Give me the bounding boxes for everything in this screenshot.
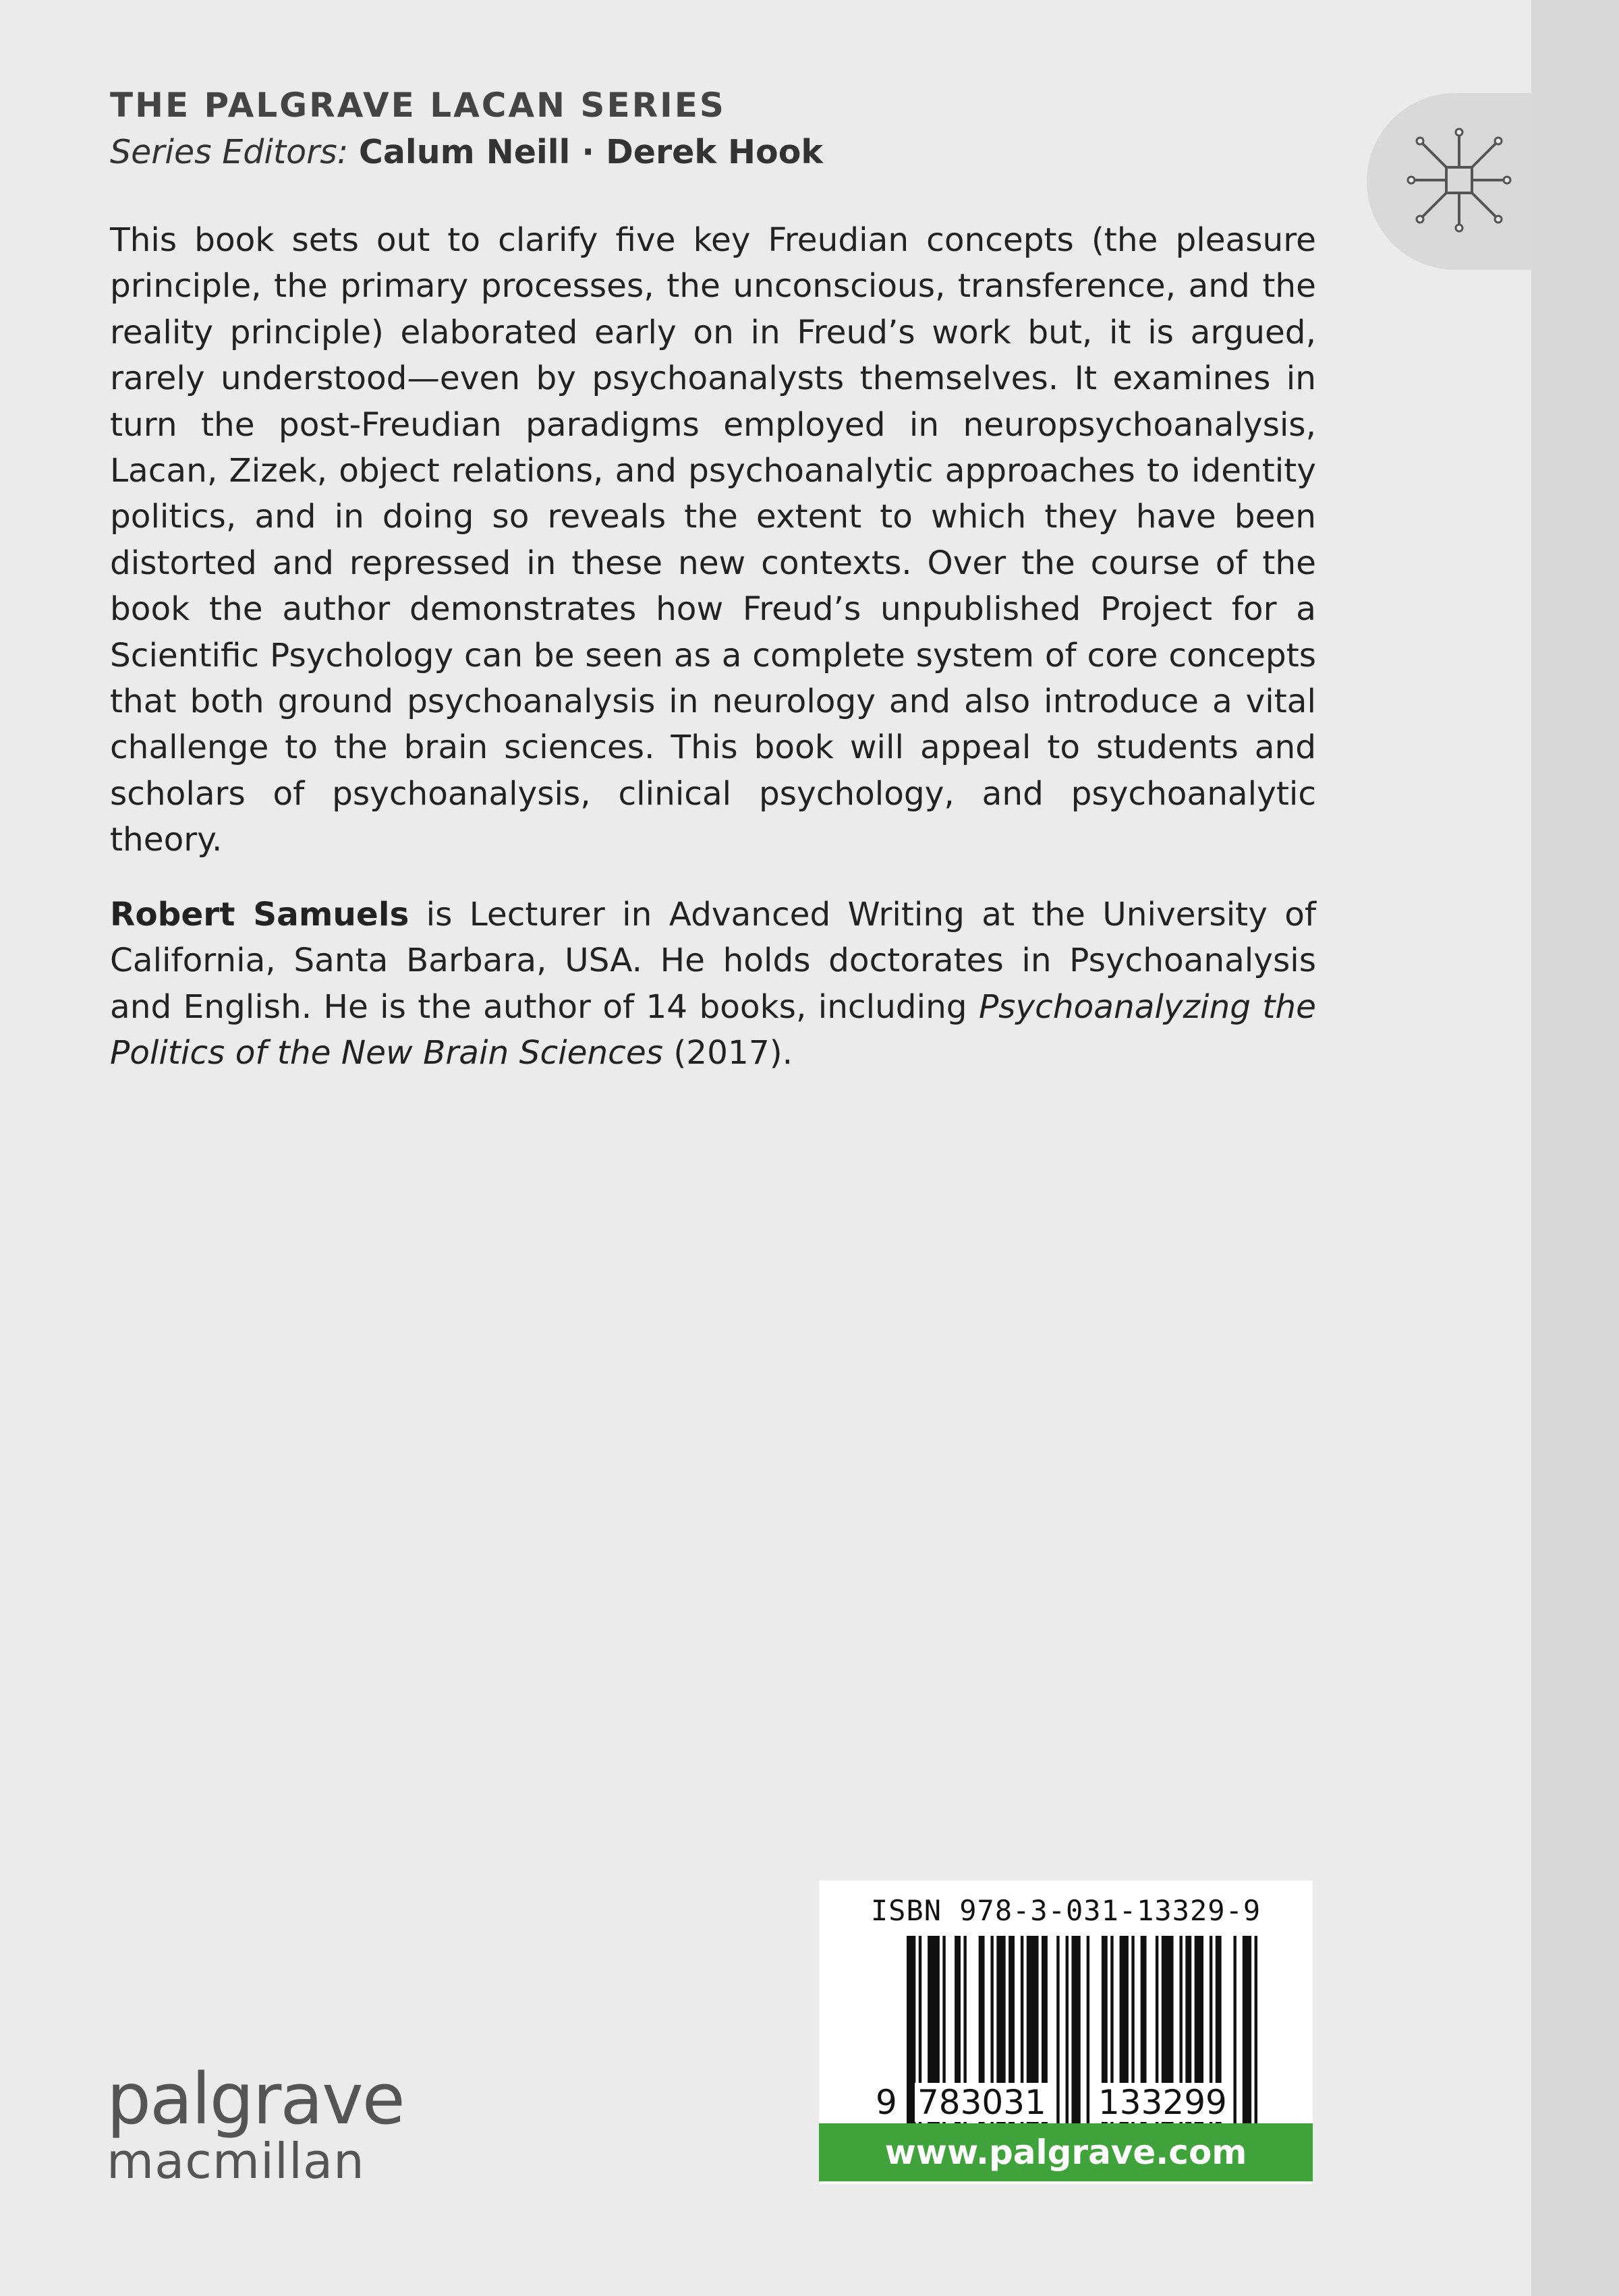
bio-text-before-title: is Lecturer in Advanced Writing at the University of California, Santa Barbara, USA. He holds doctorates in Psychoanalysis and English. He is the author of 14 books, including [110,895,1317,1026]
barcode-bar [1056,1936,1059,2131]
isbn-number: ISBN 978-3-031-13329-9 [870,1894,1261,1927]
barcode-bar [1243,1936,1251,2131]
bio-text-after-title: (2017). [662,1033,793,1072]
barcode-bar [1255,1936,1257,2131]
publisher-logo [107,2058,404,2189]
publisher-website: www.palgrave.com [884,2133,1247,2172]
barcode-bar [1233,1936,1236,2131]
barcode-bar [1066,1936,1069,2131]
series-editors [110,128,1316,177]
publisher-logo-line1: palgrave [107,2058,404,2140]
referenced-book-title: Psychoanalyzing the Politics of the New Brain Sciences [110,987,1316,1072]
series-editors-names: Calum Neill · Derek Hook [358,133,823,171]
cover-text-column [110,82,1316,1076]
barcode-bar [1087,1936,1089,2131]
series-emblem-tab [1367,93,1533,270]
author-bio [110,892,1316,1077]
series-title: THE PALGRAVE LACAN SERIES [110,86,726,125]
book-blurb: This book sets out to clarify five key Freudian concepts (the pleasure principle, the primary processes, the unconscious, transference, and the reality principle) elaborated early on in Freud’s work but, it is argued, rarely understood—even by psychoanalysts themselves. It examines in turn the post-Freudian paradigms employed in neuropsychoanalysis, Lacan, Zizek, object relations, and psychoanalytic approaches to identity politics, and in doing so reveals the extent to which they have been distorted and repressed in these new contexts. Over the course of the book the author demonstrates how Freud’s unpublished Project for a Scientific Psychology can be seen as a complete system of core concepts that both ground psychoanalysis in neurology and also introduce a vital challenge to the brain sciences. This book will appeal to students and scholars of psychoanalysis, clinical psychology, and psychoanalytic theory. [110,221,1316,859]
barcode-bar [1071,1936,1080,2131]
barcode-digit-group-2: 133299 [1096,2083,1230,2122]
circuit-node-icon [1402,123,1516,237]
series-editors-label: Series Editors: [110,133,349,171]
spine-edge [1531,0,1619,2296]
barcode-lead-digit: 9 [873,2083,900,2122]
barcode-digit-group-1: 783031 [915,2083,1049,2122]
publisher-logo-line2: macmillan [107,2133,365,2189]
author-name: Robert Samuels [110,895,409,934]
publisher-website-bar [819,2123,1313,2181]
